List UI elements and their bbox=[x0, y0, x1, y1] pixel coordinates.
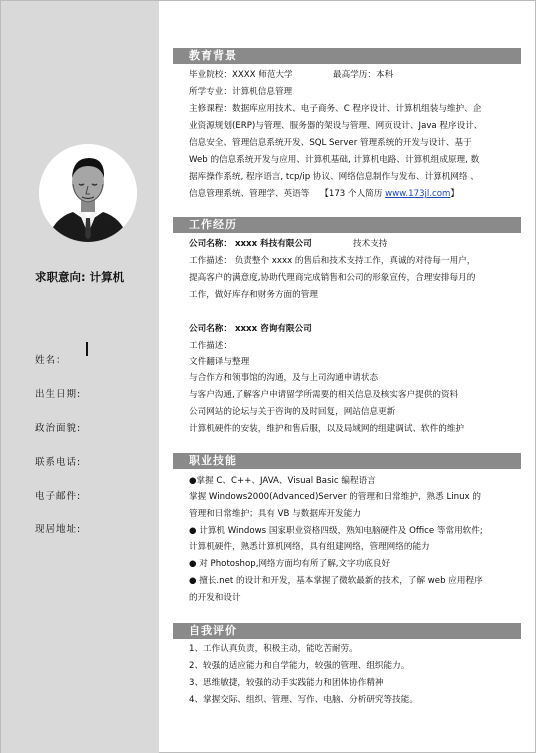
edu-courses-end: 信息管理系统、管理学、英语等 bbox=[189, 189, 310, 199]
skill-line: ● 对 Photoshop,网络方面均有所了解,文字功底良好 bbox=[189, 559, 391, 569]
job2-desc-line: 公司网站的论坛与关于咨询的及时回复，网站信息更新 bbox=[189, 407, 396, 417]
skill-line: 管理和日常维护；具有 VB 与数据库开发能力 bbox=[189, 509, 361, 519]
eval-line: 4、掌握交际、组织、管理、写作、电脑、分析研究等技能。 bbox=[189, 695, 418, 705]
section-title-work: 工作经历 bbox=[189, 218, 237, 231]
skill-line: 计算机硬件，熟悉计算机网络，具有组建网络，管理网络的能力 bbox=[189, 542, 430, 552]
eval-line: 2、较强的适应能力和自学能力，较强的管理、组织能力。 bbox=[189, 661, 410, 671]
eval-line: 3、思维敏捷，较强的动手实践能力和团体协作精神 bbox=[189, 678, 384, 688]
skill-line: ●掌握 C、C++、JAVA、Visual Basic 编程语言 bbox=[189, 476, 376, 486]
field-phone-label: 联系电话: bbox=[35, 457, 82, 468]
edu-courses-line: 主修课程：数据库应用技术、电子商务、C 程序设计、计算机组装与维护、企 bbox=[189, 104, 482, 114]
edu-school: 毕业院校：XXXX 师范大学 bbox=[189, 70, 293, 80]
portrait-photo bbox=[39, 144, 137, 242]
section-header-evaluation bbox=[173, 623, 521, 639]
field-email-label: 电子邮件: bbox=[35, 491, 82, 502]
job1-desc-line: 工作，做好库存和财务方面的管理 bbox=[189, 290, 318, 300]
job1-desc-line: 工作描述： 负责整个 xxxx 的售后和技术支持工作，真诚的对待每一用户， bbox=[189, 256, 476, 266]
section-title-skills: 职业技能 bbox=[189, 454, 237, 467]
job2-desc-line: 与合作方和领事馆的沟通，及与上司沟通申请状态 bbox=[189, 373, 379, 383]
edu-degree: 最高学历：本科 bbox=[333, 70, 394, 80]
edu-courses-line: Web 的信息系统开发与应用、计算机基础, 计算机电路、计算机组成原理, 数 bbox=[189, 155, 480, 165]
section-header-work bbox=[173, 217, 521, 233]
ref-end: 】 bbox=[450, 189, 460, 199]
section-header-education bbox=[173, 48, 521, 64]
section-header-skills bbox=[173, 453, 521, 469]
job2-desc-line: 工作描述： bbox=[189, 341, 232, 351]
ref-link[interactable]: www.173jl.com bbox=[385, 189, 451, 199]
field-political-label: 政治面貌: bbox=[35, 423, 82, 434]
edu-courses-line: 信息安全、管理信息系统开发、SQL Server 管理系统的开发与设计、基于 bbox=[189, 138, 472, 148]
job1-company: 公司名称： xxxx 科技有限公司 bbox=[189, 239, 312, 249]
eval-line: 1、工作认真负责，积极主动，能吃苦耐劳。 bbox=[189, 644, 358, 654]
skill-line: ● 擅长.net 的设计和开发，基本掌握了微软最新的技术，了解 web 应用程序 bbox=[189, 576, 483, 586]
text-cursor[interactable] bbox=[86, 342, 88, 356]
skill-line: ● 计算机 Windows 国家职业资格四级，熟知电脑硬件及 Office 等常用软件; bbox=[189, 526, 483, 536]
job1-position: 技术支持 bbox=[353, 239, 388, 249]
job-intent: 求职意向: 计算机 bbox=[35, 270, 125, 284]
section-title-education: 教育背景 bbox=[189, 49, 237, 62]
job2-desc-line: 计算机硬件的安装，维护和售后服，以及局域网的组建调试、软件的维护 bbox=[189, 424, 465, 434]
edu-courses-line: 据库操作系统, 程序语言, tcp/ip 协议、网络信息制作与发布、计算机网络 、 bbox=[189, 172, 479, 182]
field-address-label: 现居地址: bbox=[35, 524, 82, 535]
job1-desc-line: 提高客户的满意度,协助代理商完成销售和公司的形象宣传，合理安排每月的 bbox=[189, 273, 476, 283]
edu-courses-line: 业资源规划(ERP)与管理、服务器的架设与管理、网页设计、Java 程序设计、 bbox=[189, 121, 483, 131]
job2-company: 公司名称： xxxx 咨询有限公司 bbox=[189, 324, 312, 334]
left-sidebar bbox=[1, 1, 159, 753]
section-title-evaluation: 自我评价 bbox=[189, 624, 237, 637]
edu-major: 所学专业：计算机信息管理 bbox=[189, 87, 293, 97]
ref-text: 【173 个人简历 bbox=[320, 189, 386, 199]
edu-courses-last bbox=[189, 188, 459, 200]
skill-line: 掌握 Windows2000(Advanced)Server 的管理和日常维护，熟悉 Linux 的 bbox=[189, 492, 481, 502]
job2-desc-line: 与客户沟通,了解客户申请留学所需要的相关信息及核实客户提供的资料 bbox=[189, 390, 459, 400]
job2-desc-line: 文件翻译与整理 bbox=[189, 357, 250, 367]
field-name-label: 姓名： bbox=[35, 355, 67, 366]
skill-line: 的开发和设计 bbox=[189, 593, 241, 603]
field-birthdate-label: 出生日期: bbox=[35, 389, 82, 400]
avatar bbox=[39, 144, 137, 242]
